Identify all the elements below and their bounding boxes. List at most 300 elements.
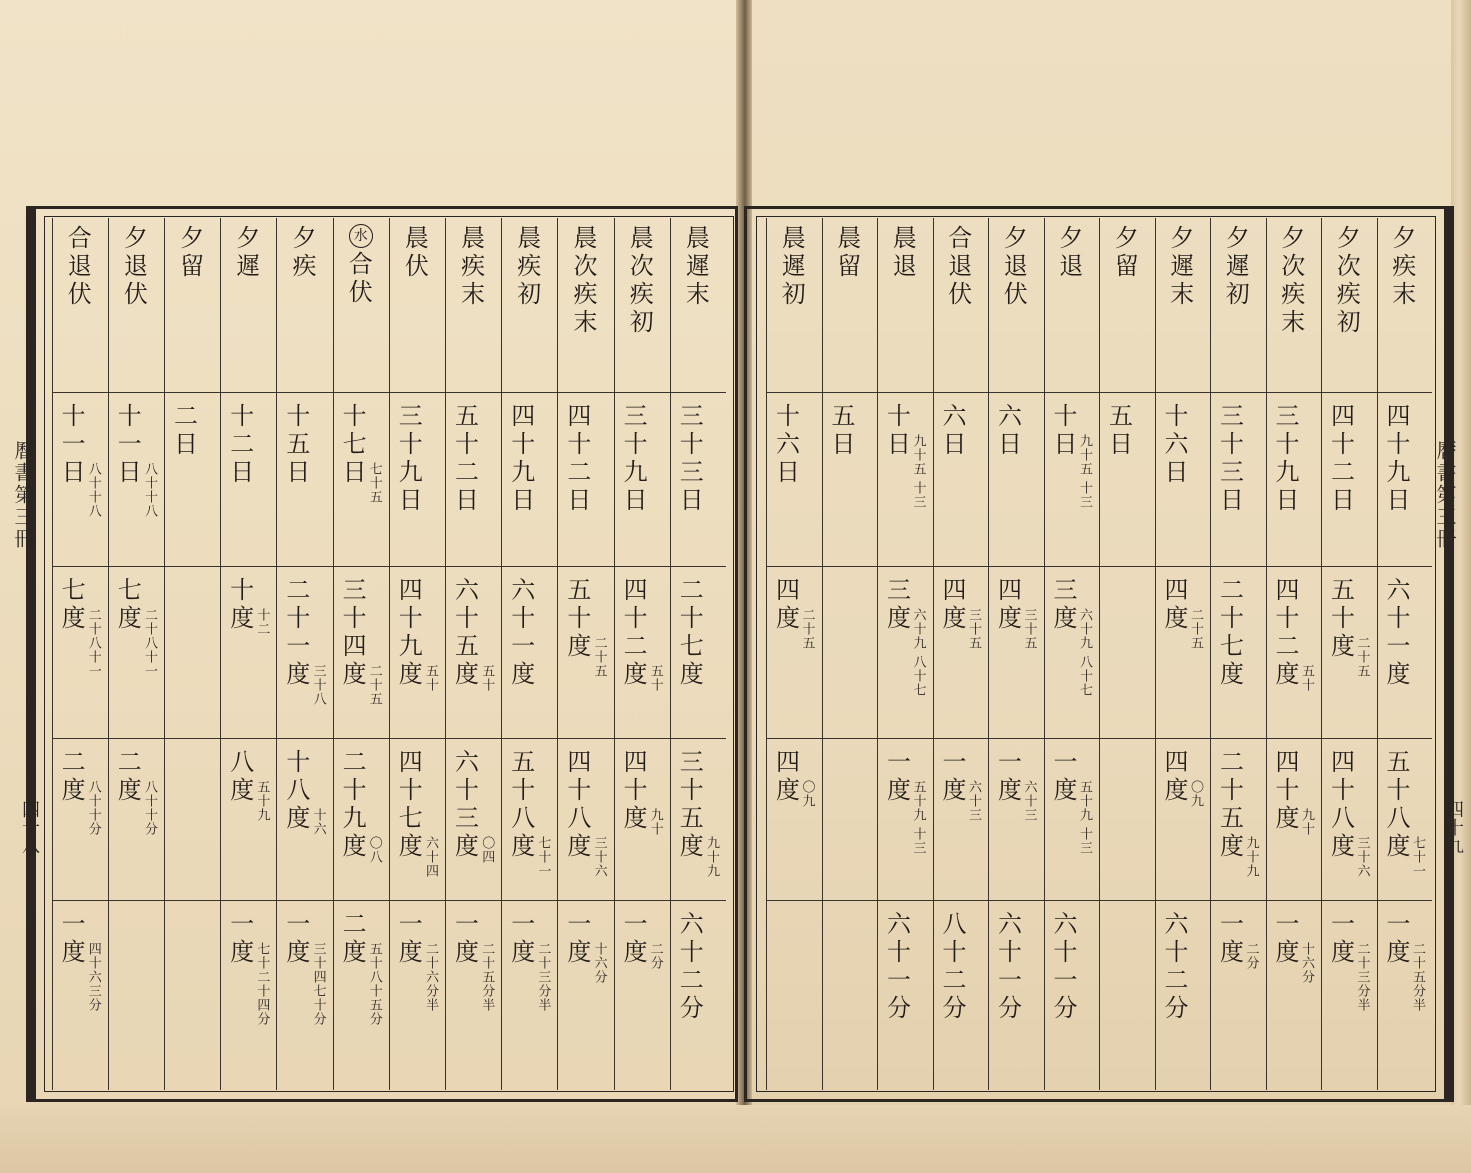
days-cell bbox=[933, 402, 989, 458]
value-char: 度 bbox=[286, 938, 311, 966]
value-char: 二 bbox=[1164, 966, 1189, 994]
value-char: 八 bbox=[1331, 804, 1355, 832]
value-char: 十 bbox=[286, 604, 311, 632]
days-fraction-note: 七十五 bbox=[366, 462, 382, 504]
days-cell bbox=[1321, 402, 1377, 514]
value-char: 十 bbox=[1220, 776, 1244, 804]
column-heading bbox=[822, 224, 878, 280]
heading-char: 伏 bbox=[67, 280, 92, 308]
column-heading bbox=[1155, 224, 1211, 308]
heading-char: 初 bbox=[1225, 280, 1250, 308]
value-char: 度 bbox=[230, 776, 255, 804]
value-char: 二 bbox=[61, 748, 86, 776]
left-spine-page-number: 四十八 bbox=[19, 800, 40, 854]
deg2-fraction-note: 九十九 bbox=[703, 836, 719, 878]
value-char: 度 bbox=[1275, 804, 1300, 832]
table-column bbox=[220, 218, 276, 1090]
value-char: 八 bbox=[286, 776, 311, 804]
value-char: 度 bbox=[61, 938, 86, 966]
column-heading bbox=[988, 224, 1044, 308]
days-cell bbox=[1210, 402, 1266, 514]
value-char: 十 bbox=[1275, 430, 1300, 458]
value-char: 度 bbox=[455, 832, 479, 860]
value-char: 日 bbox=[1164, 458, 1189, 486]
value-char: 六 bbox=[942, 402, 967, 430]
value-char: 日 bbox=[342, 458, 367, 486]
heading-char: 夕 bbox=[1170, 224, 1195, 252]
value-char: 日 bbox=[942, 430, 967, 458]
deg3-fraction-note: 二十三分半 bbox=[1354, 942, 1370, 1012]
deg-cell bbox=[1210, 576, 1266, 688]
value-char: 十 bbox=[286, 402, 311, 430]
value-char: 七 bbox=[61, 576, 86, 604]
heading-char: 伏 bbox=[1003, 280, 1028, 308]
value-char: 分 bbox=[1164, 994, 1189, 1022]
value-char: 三 bbox=[1053, 576, 1078, 604]
value-char: 十 bbox=[679, 776, 704, 804]
value-char: 十 bbox=[1331, 776, 1355, 804]
table-column bbox=[1321, 218, 1377, 1090]
deg3-fraction-note: 十六分 bbox=[1299, 942, 1314, 984]
table-column bbox=[822, 218, 878, 1090]
value-char: 一 bbox=[567, 910, 592, 938]
value-char: 七 bbox=[342, 430, 367, 458]
value-char: 八 bbox=[1386, 804, 1411, 832]
value-char: 度 bbox=[623, 804, 648, 832]
heading-char: 夕 bbox=[236, 224, 261, 252]
value-char: 五 bbox=[455, 632, 479, 660]
value-char: 四 bbox=[511, 402, 536, 430]
value-char: 度 bbox=[342, 660, 367, 688]
value-char: 一 bbox=[117, 430, 142, 458]
table-column bbox=[933, 218, 989, 1090]
value-char: 分 bbox=[1053, 994, 1078, 1022]
value-char: 度 bbox=[1331, 832, 1355, 860]
days-cell bbox=[557, 402, 613, 514]
heading-char: 遲 bbox=[1225, 252, 1250, 280]
value-char: 度 bbox=[679, 660, 704, 688]
value-char: 六 bbox=[887, 910, 911, 938]
value-char: 度 bbox=[942, 776, 967, 804]
value-char: 十 bbox=[455, 604, 479, 632]
heading-char: 退 bbox=[1059, 252, 1084, 280]
value-char: 十 bbox=[61, 402, 86, 430]
value-char: 十 bbox=[117, 402, 142, 430]
value-char: 二 bbox=[342, 748, 367, 776]
days-cell bbox=[1155, 402, 1211, 486]
deg3-fraction-note: 五十八十五分 bbox=[366, 942, 382, 1026]
value-char: 度 bbox=[61, 604, 86, 632]
value-char: 一 bbox=[1053, 966, 1078, 994]
value-char: 日 bbox=[887, 430, 911, 458]
deg2-fraction-note: 八十十分 bbox=[85, 780, 101, 836]
table-column bbox=[1099, 218, 1155, 1090]
value-char: 十 bbox=[887, 938, 911, 966]
value-char: 五 bbox=[286, 430, 311, 458]
value-char: 度 bbox=[1386, 660, 1411, 688]
value-char: 一 bbox=[61, 430, 86, 458]
value-char: 度 bbox=[286, 804, 311, 832]
days-cell bbox=[164, 402, 220, 458]
value-char: 十 bbox=[1053, 938, 1078, 966]
value-char: 度 bbox=[1220, 938, 1244, 966]
right-spine-page-number: 四十九 bbox=[1443, 800, 1464, 854]
heading-char: 夕 bbox=[123, 224, 148, 252]
value-char: 十 bbox=[1275, 776, 1300, 804]
value-char: 日 bbox=[623, 486, 648, 514]
value-char: 十 bbox=[623, 430, 648, 458]
value-char: 日 bbox=[831, 430, 856, 458]
table-column bbox=[557, 218, 613, 1090]
heading-char: 末 bbox=[573, 308, 598, 336]
table-column bbox=[766, 218, 822, 1090]
table-column bbox=[988, 218, 1044, 1090]
value-char: 度 bbox=[1053, 776, 1078, 804]
value-char: 一 bbox=[1220, 910, 1244, 938]
value-char: 度 bbox=[776, 776, 800, 804]
value-char: 四 bbox=[623, 748, 648, 776]
value-char: 九 bbox=[398, 458, 423, 486]
left-spine-title: 曆書第三冊 bbox=[11, 440, 35, 550]
column-heading bbox=[52, 224, 108, 308]
value-char: 度 bbox=[567, 938, 592, 966]
value-char: 二 bbox=[286, 576, 311, 604]
deg2-fraction-note: 九十 bbox=[647, 808, 663, 836]
value-char: 度 bbox=[1220, 832, 1244, 860]
value-char: 十 bbox=[623, 776, 648, 804]
heading-char: 伏 bbox=[348, 278, 373, 306]
value-char: 二 bbox=[942, 966, 967, 994]
table-column bbox=[501, 218, 557, 1090]
value-char: 一 bbox=[887, 748, 911, 776]
value-char: 六 bbox=[998, 910, 1022, 938]
heading-char: 退 bbox=[1003, 252, 1028, 280]
value-char: 十 bbox=[1220, 604, 1244, 632]
value-char: 四 bbox=[398, 748, 423, 776]
value-char: 七 bbox=[117, 576, 142, 604]
value-char: 二 bbox=[455, 458, 479, 486]
value-char: 日 bbox=[286, 458, 311, 486]
value-char: 日 bbox=[776, 458, 800, 486]
deg2-fraction-note: 五十九 bbox=[254, 780, 270, 822]
value-char: 度 bbox=[1331, 938, 1355, 966]
column-heading bbox=[1377, 224, 1433, 308]
heading-char: 疾 bbox=[517, 252, 542, 280]
heading-char: 疾 bbox=[1281, 280, 1306, 308]
value-char: 六 bbox=[455, 576, 479, 604]
deg3-fraction-note: 二十五分半 bbox=[479, 942, 495, 1012]
heading-char: 初 bbox=[517, 280, 542, 308]
value-char: 十 bbox=[511, 430, 536, 458]
value-char: 分 bbox=[679, 994, 704, 1022]
circled-mark-icon: 水 bbox=[349, 224, 373, 248]
value-char: 二 bbox=[567, 458, 592, 486]
value-char: 一 bbox=[1331, 910, 1355, 938]
column-heading bbox=[1099, 224, 1155, 280]
value-char: 度 bbox=[1331, 632, 1355, 660]
heading-char: 退 bbox=[948, 252, 973, 280]
heading-char: 合 bbox=[348, 250, 373, 278]
deg3-fraction-note: 三十四七十分 bbox=[310, 942, 326, 1026]
deg3-cell bbox=[670, 910, 726, 1022]
value-char: 日 bbox=[1331, 486, 1355, 514]
value-char: 一 bbox=[286, 632, 311, 660]
heading-char: 晨 bbox=[573, 224, 598, 252]
deg2-fraction-note: 〇四 bbox=[479, 836, 495, 864]
value-char: 十 bbox=[1331, 604, 1355, 632]
value-char: 一 bbox=[230, 910, 255, 938]
value-char: 四 bbox=[776, 748, 800, 776]
value-char: 六 bbox=[998, 402, 1022, 430]
value-char: 度 bbox=[398, 660, 423, 688]
days-fraction-note: 九十五 十三 bbox=[910, 434, 926, 510]
value-char: 十 bbox=[342, 402, 367, 430]
value-char: 三 bbox=[887, 576, 911, 604]
column-heading bbox=[445, 224, 501, 308]
value-char: 度 bbox=[455, 660, 479, 688]
deg3-fraction-note: 二十三分半 bbox=[535, 942, 551, 1012]
heading-char: 留 bbox=[837, 252, 862, 280]
value-char: 一 bbox=[455, 910, 479, 938]
heading-char: 遲 bbox=[236, 252, 261, 280]
value-char: 五 bbox=[455, 402, 479, 430]
value-char: 四 bbox=[398, 576, 423, 604]
value-char: 度 bbox=[230, 938, 255, 966]
value-char: 五 bbox=[1220, 804, 1244, 832]
value-char: 八 bbox=[511, 804, 536, 832]
value-char: 日 bbox=[398, 486, 423, 514]
heading-char: 伏 bbox=[123, 280, 148, 308]
deg-fraction-note: 三十五 bbox=[1021, 608, 1037, 650]
value-char: 四 bbox=[1164, 576, 1189, 604]
value-char: 度 bbox=[117, 604, 142, 632]
value-char: 度 bbox=[398, 938, 423, 966]
value-char: 十 bbox=[455, 776, 479, 804]
value-char: 三 bbox=[1220, 458, 1244, 486]
value-char: 四 bbox=[1331, 402, 1355, 430]
heading-char: 初 bbox=[781, 280, 806, 308]
value-char: 度 bbox=[230, 604, 255, 632]
deg3-fraction-note: 二分 bbox=[1243, 942, 1259, 970]
heading-char: 晨 bbox=[837, 224, 862, 252]
table-column bbox=[108, 218, 164, 1090]
heading-char: 留 bbox=[180, 252, 205, 280]
value-char: 五 bbox=[1331, 576, 1355, 604]
value-char: 二 bbox=[1220, 748, 1244, 776]
value-char: 一 bbox=[398, 910, 423, 938]
column-heading bbox=[670, 224, 726, 308]
value-char: 日 bbox=[1386, 486, 1411, 514]
heading-char: 晨 bbox=[461, 224, 486, 252]
value-char: 日 bbox=[1109, 430, 1133, 458]
value-char: 七 bbox=[398, 804, 423, 832]
value-char: 一 bbox=[1275, 910, 1300, 938]
value-char: 十 bbox=[679, 430, 704, 458]
days-cell bbox=[822, 402, 878, 458]
value-char: 十 bbox=[942, 938, 967, 966]
value-char: 二 bbox=[623, 632, 648, 660]
value-char: 度 bbox=[887, 776, 911, 804]
days-cell bbox=[1377, 402, 1433, 514]
value-char: 四 bbox=[1275, 576, 1300, 604]
heading-char: 留 bbox=[1114, 252, 1139, 280]
table-column bbox=[52, 218, 108, 1090]
value-char: 度 bbox=[887, 604, 911, 632]
deg2-fraction-note: 八十十分 bbox=[141, 780, 157, 836]
value-char: 度 bbox=[342, 832, 367, 860]
column-heading bbox=[933, 224, 989, 308]
column-heading bbox=[164, 224, 220, 280]
table-column bbox=[1266, 218, 1322, 1090]
value-char: 十 bbox=[679, 938, 704, 966]
heading-char: 伏 bbox=[404, 252, 429, 280]
deg-cell bbox=[501, 576, 557, 688]
value-char: 八 bbox=[230, 748, 255, 776]
value-char: 十 bbox=[776, 402, 800, 430]
value-char: 分 bbox=[998, 994, 1022, 1022]
value-char: 日 bbox=[1220, 486, 1244, 514]
value-char: 度 bbox=[567, 832, 592, 860]
value-char: 三 bbox=[679, 748, 704, 776]
value-char: 度 bbox=[623, 660, 648, 688]
heading-char: 末 bbox=[685, 280, 710, 308]
value-char: 十 bbox=[455, 430, 479, 458]
value-char: 六 bbox=[1053, 910, 1078, 938]
days-cell bbox=[276, 402, 332, 486]
value-char: 度 bbox=[679, 832, 704, 860]
value-char: 四 bbox=[1275, 748, 1300, 776]
value-char: 度 bbox=[455, 938, 479, 966]
heading-char: 合 bbox=[67, 224, 92, 252]
column-heading bbox=[1266, 224, 1322, 336]
value-char: 十 bbox=[1164, 402, 1189, 430]
value-char: 二 bbox=[174, 402, 198, 430]
value-char: 四 bbox=[623, 576, 648, 604]
value-char: 八 bbox=[942, 910, 967, 938]
column-heading bbox=[557, 224, 613, 336]
value-char: 六 bbox=[511, 576, 536, 604]
value-char: 十 bbox=[887, 402, 911, 430]
days-cell bbox=[1266, 402, 1322, 514]
value-char: 一 bbox=[887, 966, 911, 994]
value-char: 十 bbox=[1386, 776, 1411, 804]
heading-char: 次 bbox=[573, 252, 598, 280]
value-char: 十 bbox=[623, 604, 648, 632]
value-char: 一 bbox=[1386, 910, 1411, 938]
value-char: 十 bbox=[1386, 604, 1411, 632]
deg2-fraction-note: 五十九 十三 bbox=[910, 780, 926, 856]
days-cell bbox=[614, 402, 670, 514]
table-column bbox=[1210, 218, 1266, 1090]
table-column bbox=[877, 218, 933, 1090]
value-char: 六 bbox=[679, 910, 704, 938]
deg-fraction-note: 五十 bbox=[422, 664, 438, 692]
value-char: 一 bbox=[942, 748, 967, 776]
value-char: 十 bbox=[342, 776, 367, 804]
table-column bbox=[164, 218, 220, 1090]
value-char: 九 bbox=[1386, 458, 1411, 486]
deg2-fraction-note: 十六 bbox=[310, 808, 326, 836]
days-cell bbox=[389, 402, 445, 514]
table-column bbox=[670, 218, 726, 1090]
value-char: 四 bbox=[567, 748, 592, 776]
deg-fraction-note: 五十 bbox=[1299, 664, 1314, 692]
days-cell bbox=[445, 402, 501, 514]
value-char: 日 bbox=[511, 486, 536, 514]
value-char: 度 bbox=[1386, 832, 1411, 860]
value-char: 一 bbox=[511, 632, 536, 660]
value-char: 日 bbox=[567, 486, 592, 514]
heading-char: 退 bbox=[123, 252, 148, 280]
heading-char: 夕 bbox=[292, 224, 317, 252]
value-char: 日 bbox=[679, 486, 704, 514]
table-column bbox=[276, 218, 332, 1090]
value-char: 度 bbox=[998, 776, 1022, 804]
value-char: 十 bbox=[1220, 430, 1244, 458]
value-char: 度 bbox=[286, 660, 311, 688]
deg2-fraction-note: 三十六 bbox=[1354, 836, 1370, 878]
value-char: 一 bbox=[286, 910, 311, 938]
value-char: 五 bbox=[1109, 402, 1133, 430]
value-char: 三 bbox=[398, 402, 423, 430]
value-char: 十 bbox=[398, 604, 423, 632]
table-column bbox=[614, 218, 670, 1090]
value-char: 日 bbox=[998, 430, 1022, 458]
value-char: 一 bbox=[511, 910, 536, 938]
deg-fraction-note: 二十五 bbox=[1188, 608, 1203, 650]
value-char: 四 bbox=[942, 576, 967, 604]
value-char: 六 bbox=[455, 748, 479, 776]
deg-fraction-note: 三十五 bbox=[966, 608, 981, 650]
deg3-fraction-note: 二十六分半 bbox=[422, 942, 438, 1012]
value-char: 日 bbox=[174, 430, 198, 458]
heading-char: 夕 bbox=[180, 224, 205, 252]
column-heading bbox=[877, 224, 933, 280]
heading-char: 末 bbox=[1281, 308, 1306, 336]
deg2-fraction-note: 六十三 bbox=[966, 780, 981, 822]
value-char: 十 bbox=[1331, 430, 1355, 458]
deg2-fraction-note: 〇九 bbox=[799, 780, 815, 808]
value-char: 十 bbox=[511, 776, 536, 804]
days-cell bbox=[670, 402, 726, 514]
column-heading bbox=[766, 224, 822, 308]
value-char: 度 bbox=[511, 938, 536, 966]
heading-char: 遲 bbox=[685, 252, 710, 280]
value-char: 度 bbox=[776, 604, 800, 632]
value-char: 一 bbox=[998, 966, 1022, 994]
value-char: 日 bbox=[1053, 430, 1078, 458]
value-char: 十 bbox=[342, 604, 367, 632]
deg2-fraction-note: 三十六 bbox=[591, 836, 607, 878]
value-char: 四 bbox=[1164, 748, 1189, 776]
value-char: 六 bbox=[776, 430, 800, 458]
deg3-cell bbox=[1155, 910, 1211, 1022]
value-char: 七 bbox=[679, 632, 704, 660]
deg-fraction-note: 六十九 八十七 bbox=[1077, 608, 1092, 698]
deg2-fraction-note: 九十九 bbox=[1243, 836, 1259, 878]
value-char: 三 bbox=[342, 576, 367, 604]
heading-char: 夕 bbox=[1336, 224, 1361, 252]
value-char: 十 bbox=[998, 938, 1022, 966]
value-char: 一 bbox=[1386, 632, 1411, 660]
value-char: 二 bbox=[679, 966, 704, 994]
heading-char: 伏 bbox=[948, 280, 973, 308]
heading-char: 初 bbox=[1336, 308, 1361, 336]
deg3-fraction-note: 十六分 bbox=[591, 942, 607, 984]
deg3-fraction-note: 四十六三分 bbox=[85, 942, 101, 1012]
days-cell bbox=[766, 402, 822, 486]
deg2-fraction-note: 〇八 bbox=[366, 836, 382, 864]
